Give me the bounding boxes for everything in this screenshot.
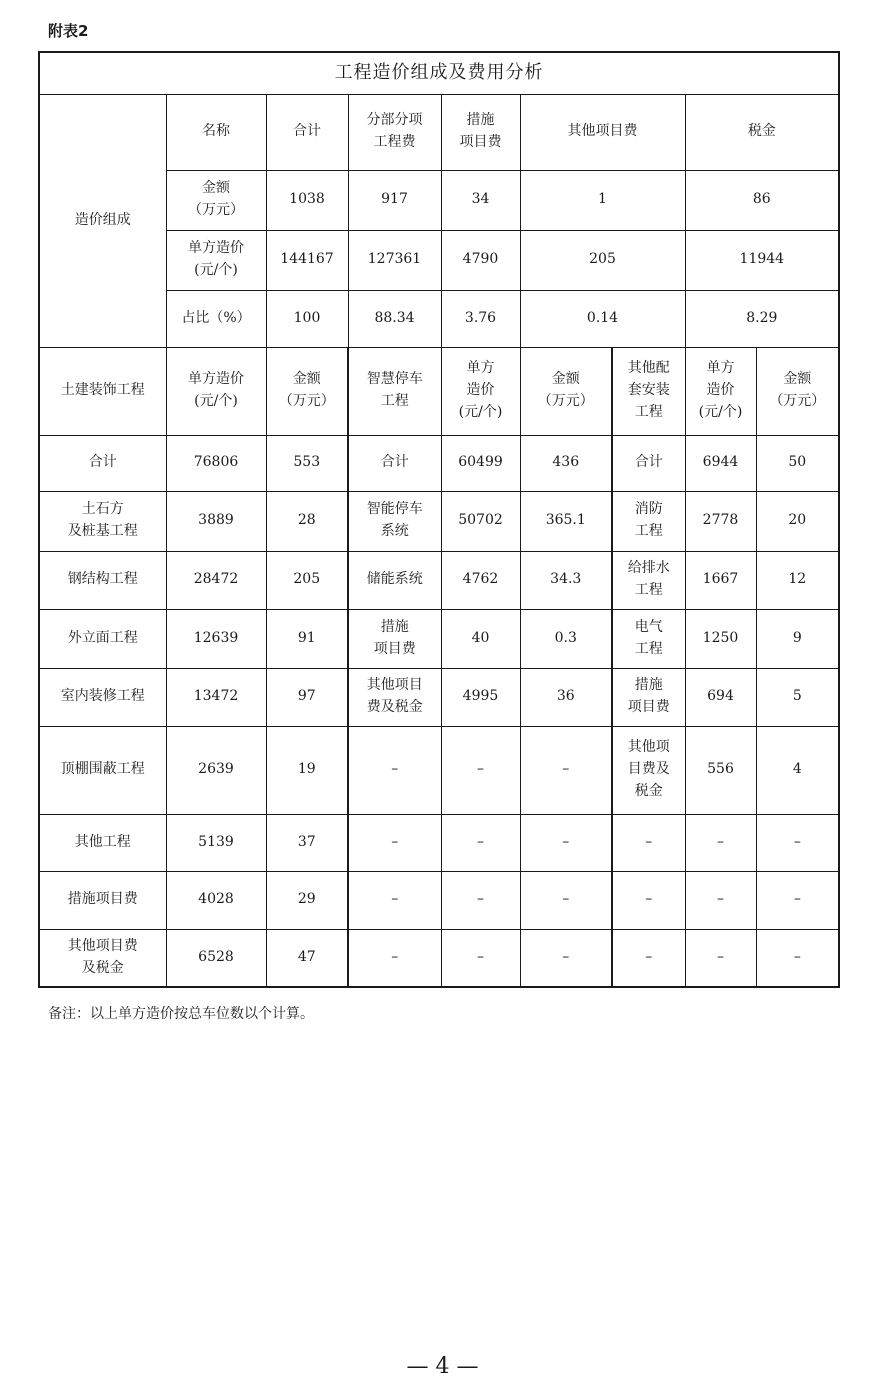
table-cell: 12639 (166, 609, 266, 668)
table-cell: 1667 (685, 551, 756, 609)
table-title: 工程造价组成及费用分析 (39, 52, 839, 94)
table-row (39, 929, 839, 987)
value-cell: 205 (520, 230, 685, 290)
value-cell: 3.76 (441, 290, 520, 347)
table-footnote: 备注：以上单方造价按总车位数以个计算。 (48, 1006, 314, 1022)
table-cell: 205 (266, 551, 348, 609)
table-cell: – (520, 726, 612, 814)
row-label: 金额 （万元） (166, 170, 266, 230)
table-cell: 436 (520, 435, 612, 491)
header-cell: 土建装饰工程 (39, 347, 166, 435)
table-cell: 给排水 工程 (612, 551, 685, 609)
header-cell: 措施 项目费 (441, 94, 520, 170)
header-cell: 金额 （万元） (756, 347, 839, 435)
table-cell: 其他项目 费及税金 (348, 668, 441, 726)
page-number: — 4 — (406, 1354, 479, 1379)
row-label: 单方造价 (元/个) (166, 230, 266, 290)
header-cell: 名称 (166, 94, 266, 170)
table-cell: 土石方 及桩基工程 (39, 491, 166, 551)
table-cell: – (520, 871, 612, 929)
table-cell: 钢结构工程 (39, 551, 166, 609)
table-cell: 5139 (166, 814, 266, 871)
header-cell: 其他项目费 (520, 94, 685, 170)
table-row (39, 551, 839, 609)
table-cell: 97 (266, 668, 348, 726)
table-cell: – (612, 871, 685, 929)
table-cell: – (348, 871, 441, 929)
composition-section-label: 造价组成 (39, 94, 166, 347)
table-cell: 28 (266, 491, 348, 551)
value-cell: 86 (685, 170, 839, 230)
table-cell: – (685, 814, 756, 871)
table-cell: 2778 (685, 491, 756, 551)
table-cell: – (685, 871, 756, 929)
table-cell: – (612, 929, 685, 987)
value-cell: 1038 (266, 170, 348, 230)
table-cell: 50702 (441, 491, 520, 551)
table-cell: 6944 (685, 435, 756, 491)
table-cell: 2639 (166, 726, 266, 814)
header-cell: 金额 （万元） (520, 347, 612, 435)
header-cell: 分部分项 工程费 (348, 94, 441, 170)
table-cell: 20 (756, 491, 839, 551)
table-row (39, 435, 839, 491)
header-cell: 金额 （万元） (266, 347, 348, 435)
table-cell: 措施 项目费 (348, 609, 441, 668)
table-cell: 36 (520, 668, 612, 726)
table-cell: 29 (266, 871, 348, 929)
table-cell: 消防 工程 (612, 491, 685, 551)
value-cell: 11944 (685, 230, 839, 290)
value-cell: 0.14 (520, 290, 685, 347)
table-cell: 合计 (39, 435, 166, 491)
table-cell: 合计 (348, 435, 441, 491)
table-row (39, 609, 839, 668)
table-cell: – (441, 929, 520, 987)
table-cell: – (685, 929, 756, 987)
header-cell: 单方造价 (元/个) (166, 347, 266, 435)
table-cell: 储能系统 (348, 551, 441, 609)
table-cell: 4 (756, 726, 839, 814)
table-cell: – (756, 929, 839, 987)
table-cell: – (756, 814, 839, 871)
table-cell: – (441, 726, 520, 814)
table-cell: – (612, 814, 685, 871)
value-cell: 34 (441, 170, 520, 230)
table-cell: 电气 工程 (612, 609, 685, 668)
composition-header-row (39, 94, 839, 170)
value-cell: 1 (520, 170, 685, 230)
table-row (39, 668, 839, 726)
table-cell: – (520, 929, 612, 987)
table-cell: 3889 (166, 491, 266, 551)
table-cell: 13472 (166, 668, 266, 726)
header-cell: 单方 造价 (元/个) (685, 347, 756, 435)
table-cell: 553 (266, 435, 348, 491)
table-cell: 室内装修工程 (39, 668, 166, 726)
appendix-label: 附表2 (48, 22, 89, 40)
table-cell: 4028 (166, 871, 266, 929)
table-cell: – (441, 871, 520, 929)
header-cell: 合计 (266, 94, 348, 170)
table-cell: 19 (266, 726, 348, 814)
table-cell: 措施项目费 (39, 871, 166, 929)
table-cell: – (441, 814, 520, 871)
table-cell: 47 (266, 929, 348, 987)
value-cell: 127361 (348, 230, 441, 290)
table-cell: 694 (685, 668, 756, 726)
table-cell: 4995 (441, 668, 520, 726)
table-cell: 其他项目费 及税金 (39, 929, 166, 987)
table-cell: 5 (756, 668, 839, 726)
header-cell: 智慧停车 工程 (348, 347, 441, 435)
table-cell: 1250 (685, 609, 756, 668)
value-cell: 917 (348, 170, 441, 230)
table-cell: 其他工程 (39, 814, 166, 871)
table-cell: – (348, 726, 441, 814)
table-row (39, 491, 839, 551)
table-cell: 556 (685, 726, 756, 814)
table-cell: 50 (756, 435, 839, 491)
table-row (39, 726, 839, 814)
table-cell: – (348, 929, 441, 987)
table-cell: – (348, 814, 441, 871)
table-cell: – (520, 814, 612, 871)
table-cell: 37 (266, 814, 348, 871)
table-cell: 365.1 (520, 491, 612, 551)
table-cell: 合计 (612, 435, 685, 491)
table-cell: 76806 (166, 435, 266, 491)
table-cell: 9 (756, 609, 839, 668)
table-cell: 外立面工程 (39, 609, 166, 668)
value-cell: 8.29 (685, 290, 839, 347)
table-cell: 0.3 (520, 609, 612, 668)
table-cell: 智能停车 系统 (348, 491, 441, 551)
header-cell: 单方 造价 (元/个) (441, 347, 520, 435)
header-cell: 其他配 套安装 工程 (612, 347, 685, 435)
value-cell: 144167 (266, 230, 348, 290)
header-cell: 税金 (685, 94, 839, 170)
table-cell: 其他项 目费及 税金 (612, 726, 685, 814)
value-cell: 88.34 (348, 290, 441, 347)
row-label: 占比（%） (166, 290, 266, 347)
table-cell: – (756, 871, 839, 929)
value-cell: 4790 (441, 230, 520, 290)
cost-analysis-table (38, 51, 840, 988)
table-cell: 60499 (441, 435, 520, 491)
table-cell: 措施 项目费 (612, 668, 685, 726)
table-cell: 4762 (441, 551, 520, 609)
table-cell: 12 (756, 551, 839, 609)
value-cell: 100 (266, 290, 348, 347)
table-cell: 91 (266, 609, 348, 668)
detail-header-row (39, 347, 839, 435)
table-cell: 40 (441, 609, 520, 668)
table-row (39, 814, 839, 871)
table-cell: 34.3 (520, 551, 612, 609)
table-cell: 顶棚围蔽工程 (39, 726, 166, 814)
table-cell: 6528 (166, 929, 266, 987)
table-row (39, 871, 839, 929)
table-cell: 28472 (166, 551, 266, 609)
